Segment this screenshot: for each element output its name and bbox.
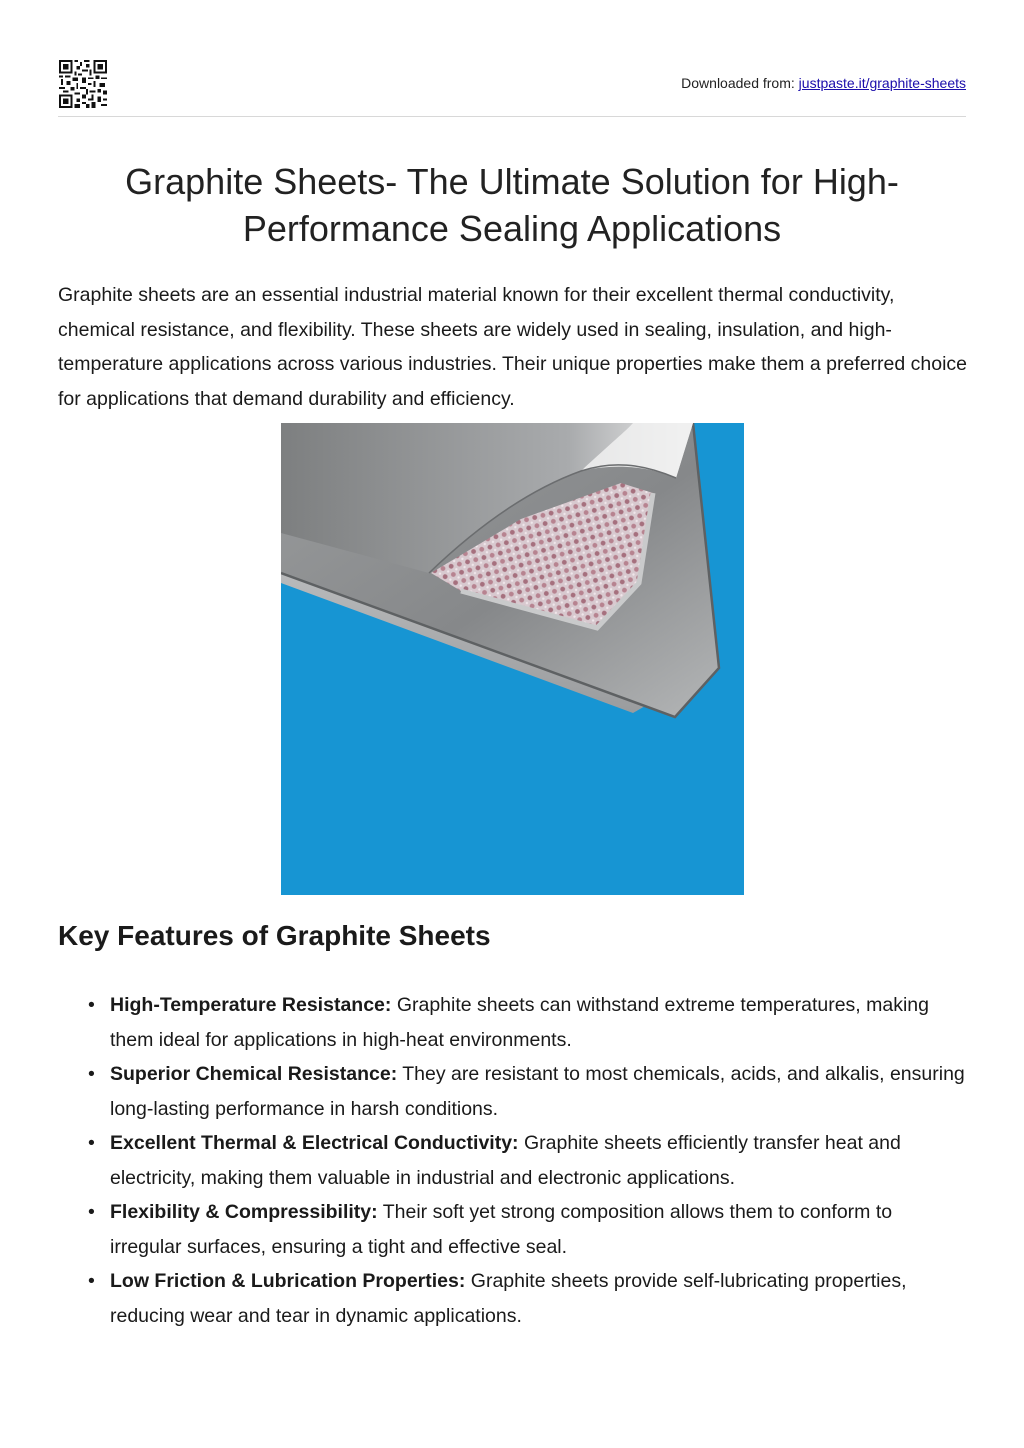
feature-name: High-Temperature Resistance: bbox=[110, 994, 392, 1016]
feature-text: They are resistant to most chemicals, acids, and alkalis, ensuring long-lasting performance in harsh conditions. bbox=[110, 1063, 965, 1120]
list-item bbox=[88, 1195, 966, 1264]
download-source-prefix: Downloaded from: bbox=[681, 75, 799, 91]
bullet-icon: • bbox=[88, 1132, 95, 1154]
feature-text: Graphite sheets can withstand extreme temperatures, making them ideal for applications in high-heat environments. bbox=[110, 994, 929, 1051]
intro-paragraph: Graphite sheets are an essential industrial material known for their excellent thermal conductivity, chemical resistance, and flexibility. These sheets are widely used in sealing, insulation, and high-temperature applications across various industries. Their unique properties make them a preferred choice for applications that demand durability and efficiency. bbox=[58, 284, 968, 410]
features-heading: Key Features of Graphite Sheets bbox=[58, 920, 491, 951]
feature-name: Low Friction & Lubrication Properties: bbox=[110, 1270, 466, 1292]
graphite-sheet-image bbox=[281, 423, 744, 895]
header-divider bbox=[58, 116, 966, 117]
feature-text: Their soft yet strong composition allows them to conform to irregular surfaces, ensuring a tight and effective seal. bbox=[110, 1201, 893, 1258]
feature-text: Graphite sheets provide self-lubricating properties, reducing wear and tear in dynamic applications. bbox=[110, 1270, 907, 1327]
list-item bbox=[88, 1264, 966, 1333]
bullet-icon: • bbox=[88, 994, 95, 1016]
qr-code-icon bbox=[59, 60, 107, 108]
bullet-icon: • bbox=[88, 1270, 95, 1292]
features-list bbox=[58, 988, 966, 1333]
list-item bbox=[88, 1126, 966, 1195]
feature-name: Excellent Thermal & Electrical Conductivity: bbox=[110, 1132, 519, 1154]
bullet-icon: • bbox=[88, 1063, 95, 1085]
feature-name: Flexibility & Compressibility: bbox=[110, 1201, 378, 1223]
feature-name: Superior Chemical Resistance: bbox=[110, 1063, 398, 1085]
list-item bbox=[88, 1057, 966, 1126]
download-source bbox=[681, 75, 966, 91]
list-item bbox=[88, 988, 966, 1057]
bullet-icon: • bbox=[88, 1201, 95, 1223]
feature-text: Graphite sheets efficiently transfer heat and electricity, making them valuable in industrial and electronic applications. bbox=[110, 1132, 901, 1189]
source-link[interactable]: justpaste.it/graphite-sheets bbox=[798, 75, 966, 91]
page-title: Graphite Sheets- The Ultimate Solution for High-Performance Sealing Applications bbox=[125, 161, 899, 249]
